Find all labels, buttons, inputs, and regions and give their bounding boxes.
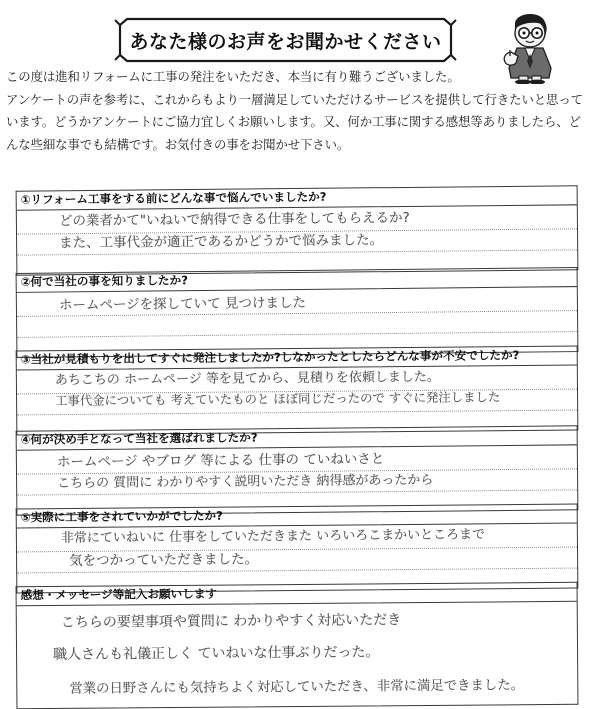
question-block-4 <box>16 425 579 515</box>
intro-line-2: アンケートの声を参考に、これからもより一層満足していただけるサービスを提供して行きたいと思って <box>6 91 583 107</box>
handwritten-answer-line: 非常にていねいに 仕事をしていただきまた いろいろこまかいところまで <box>60 527 486 547</box>
question-label-1: ①リフォーム工事をする前にどんな事で悩んでいましたか? <box>16 185 578 209</box>
question-block-3 <box>16 346 579 436</box>
page-title: あなた様のお声をお聞かせください <box>129 30 442 53</box>
answer-box-3[interactable] <box>16 365 579 436</box>
question-label-4: ④何が決め手となって当社を選ばれましたか? <box>16 425 578 449</box>
answer-box-1[interactable] <box>16 204 579 275</box>
handwritten-answer-line: あちこちの ホームページ 等を見てから、見積りを依頼しました。 <box>54 369 440 389</box>
form-header <box>0 0 608 178</box>
question-label-3: ③当社が見積もりを出してすぐに発注しましたか?しなかったとしたらどんな事が不安でしたか? <box>16 346 578 370</box>
intro-line-4: んな些細な事でも結構です。お気付きの事をお聞かせ下さい。 <box>6 136 350 152</box>
question-block-5 <box>16 504 579 594</box>
handwritten-answer-line: こちらの 質問に わかりやすく説明いただき 納得感があったから <box>57 472 434 492</box>
handwritten-answer-line: 工事代金についても 考えていたものと ほぼ同じだったので すぐに発注しました <box>55 389 501 409</box>
message-label: 感想・メッセージ等記入お願いします <box>16 582 578 605</box>
question-block-1 <box>16 185 579 275</box>
rule-line <box>17 410 577 416</box>
handwritten-answer-line: また、工事代金が適正であるかどうかで悩みました。 <box>59 232 384 252</box>
handwritten-message-line: こちらの要望事項や質問に わかりやすく対応いただき <box>60 612 402 631</box>
handwritten-answer-line: ホームページ やブログ 等による 仕事の ていねいさと <box>56 451 385 471</box>
handwritten-answer-line: どの業者かて"いねいで納得できる仕事をしてもらえるか? <box>58 209 410 230</box>
message-box[interactable] <box>16 601 579 709</box>
handwritten-message-line: 営業の日野さんにも気持ちよく対応していただき、非常に満足できました。 <box>69 678 525 697</box>
question-label-5: ⑤実際に工事をされていかがでしたか? <box>16 504 578 528</box>
rule-line <box>17 331 577 338</box>
message-block <box>16 582 579 709</box>
banner-title-ribbon <box>113 16 458 64</box>
question-label-2: ②何で当社の事を知りましたか? <box>16 267 578 292</box>
intro-line-1: この度は進和リフォームに工事の発注をいただき、本当に有り難うございました。 <box>6 69 460 84</box>
handwritten-answer-line: ホームページを探していて 見つけました <box>58 294 307 314</box>
intro-line-3: います。どうかアンケートにご協力宜しくお願いします。又、何か工事に関する感想等ありましたら、ど <box>6 114 581 129</box>
handwritten-answer-line: 気をつかっていただきました。 <box>69 551 259 569</box>
question-block-2 <box>16 267 579 358</box>
intro-paragraph <box>6 66 600 156</box>
handwritten-message-line: 職人さんも礼儀正しく ていねいな仕事ぶりだった。 <box>53 644 380 663</box>
